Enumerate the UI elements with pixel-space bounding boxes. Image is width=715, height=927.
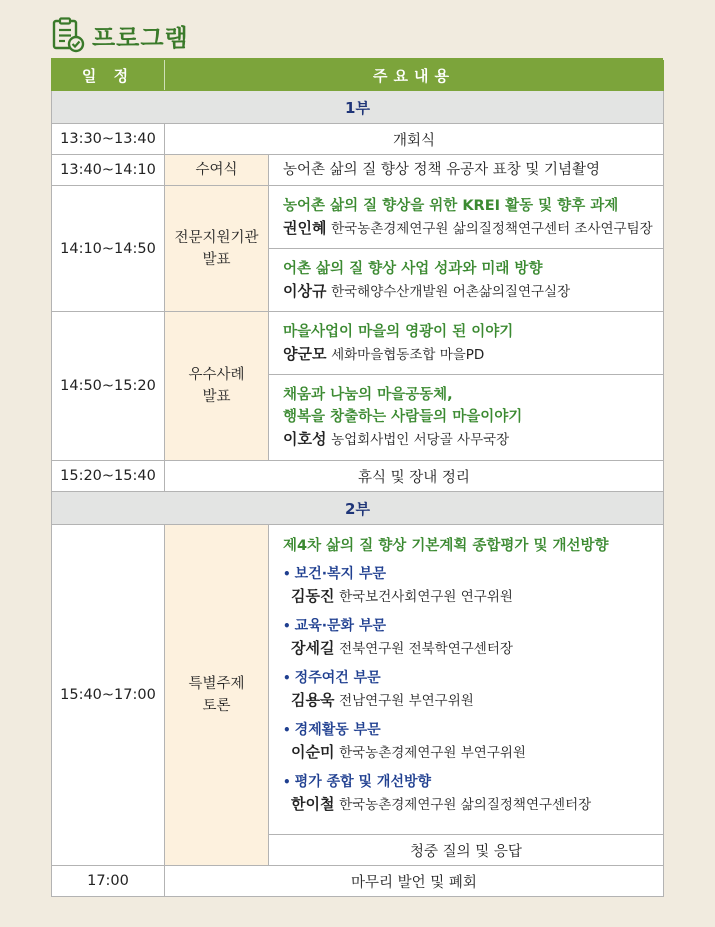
bullet-icon: • bbox=[283, 567, 291, 581]
column-header-content: 주요내용 bbox=[165, 61, 664, 91]
table-row-expert-1 bbox=[52, 186, 664, 249]
time-cell: 17:00 bbox=[52, 866, 165, 897]
time-cell: 13:40~14:10 bbox=[52, 155, 165, 186]
sector-item bbox=[283, 667, 649, 689]
speaker-name: 권인혜 bbox=[283, 218, 327, 237]
speaker-affiliation: 한국보건사회연구원 연구위원 bbox=[339, 589, 513, 605]
talk-title: 어촌 삶의 질 향상 사업 성과와 미래 방향 bbox=[283, 260, 543, 277]
speaker bbox=[283, 280, 649, 303]
part-label: 2부 bbox=[52, 492, 664, 525]
content-cell: 휴식 및 장내 정리 bbox=[165, 461, 664, 492]
program-header bbox=[50, 16, 189, 54]
speaker bbox=[283, 585, 649, 608]
talk-cell bbox=[269, 186, 664, 249]
clipboard-check-icon bbox=[50, 17, 86, 53]
talk-cell bbox=[269, 312, 664, 375]
speaker bbox=[283, 428, 649, 451]
category-line: 발표 bbox=[202, 251, 231, 268]
speaker-name: 양군모 bbox=[283, 344, 327, 363]
talk-title-line: 채움과 나눔의 마을공동체, bbox=[283, 387, 453, 403]
speaker-affiliation: 전북연구원 전북학연구센터장 bbox=[339, 641, 513, 657]
table-row-opening bbox=[52, 124, 664, 155]
table-row-best-1 bbox=[52, 312, 664, 375]
sector-label: 평가 종합 및 개선방향 bbox=[294, 774, 432, 790]
part-label: 1부 bbox=[52, 91, 664, 124]
speaker-affiliation: 한국농촌경제연구원 부연구위원 bbox=[339, 745, 526, 761]
content-cell: 개회식 bbox=[165, 124, 664, 155]
bullet-icon: • bbox=[283, 619, 291, 633]
award-text: 농어촌 삶의 질 향상 정책 유공자 표창 및 기념촬영 bbox=[283, 162, 601, 178]
part-row-2 bbox=[52, 492, 664, 525]
speaker bbox=[283, 741, 649, 764]
category-cell bbox=[165, 186, 269, 312]
speaker bbox=[283, 217, 653, 240]
talk-cell bbox=[269, 525, 664, 835]
category-cell bbox=[165, 525, 269, 866]
speaker-affiliation: 한국해양수산개발원 어촌삶의질연구실장 bbox=[331, 283, 571, 300]
speaker-affiliation: 세화마을협동조합 마을PD bbox=[331, 346, 485, 363]
table-header-row bbox=[52, 61, 664, 91]
talk-title: 제4차 삶의 질 향상 기본계획 종합평가 및 개선방향 bbox=[283, 538, 609, 554]
program-table bbox=[51, 60, 664, 897]
program-table-wrap bbox=[51, 60, 663, 897]
table-row-closing bbox=[52, 866, 664, 897]
table-row-special bbox=[52, 525, 664, 835]
speaker-affiliation: 한국농촌경제연구원 삶의질정책연구센터장 bbox=[339, 797, 592, 813]
content-cell: 마무리 발언 및 폐회 bbox=[165, 866, 664, 897]
speaker-name: 이상규 bbox=[283, 281, 327, 300]
qa-cell: 청중 질의 및 응답 bbox=[269, 835, 664, 866]
sector-item bbox=[283, 615, 649, 637]
talk-title-line: 행복을 창출하는 사람들의 마을이야기 bbox=[283, 409, 523, 425]
speaker bbox=[283, 637, 649, 660]
sector-item bbox=[283, 563, 649, 585]
table-row-award bbox=[52, 155, 664, 186]
speaker-affiliation: 전남연구원 부연구위원 bbox=[339, 693, 474, 709]
sector-label: 경제활동 부문 bbox=[294, 722, 381, 738]
talk-cell bbox=[269, 249, 664, 312]
category-line: 우수사례 bbox=[188, 367, 245, 383]
speaker bbox=[283, 793, 649, 816]
category-line: 특별주제 bbox=[188, 676, 245, 692]
time-cell: 13:30~13:40 bbox=[52, 124, 165, 155]
speaker-name: 김동진 bbox=[291, 587, 335, 605]
content-cell bbox=[269, 155, 664, 186]
speaker-name: 이호성 bbox=[283, 430, 327, 448]
bullet-icon: • bbox=[283, 671, 291, 685]
time-cell: 14:10~14:50 bbox=[52, 186, 165, 312]
talk-title: 마을사업이 마을의 영광이 된 이야기 bbox=[283, 323, 514, 340]
time-cell: 14:50~15:20 bbox=[52, 312, 165, 461]
category-line: 전문지원기관 bbox=[174, 229, 259, 246]
speaker-name: 장세길 bbox=[291, 639, 335, 657]
sector-label: 정주여건 부문 bbox=[294, 670, 381, 686]
sector-item bbox=[283, 719, 649, 741]
talk-title: 농어촌 삶의 질 향상을 위한 KREI 활동 및 향후 과제 bbox=[283, 197, 619, 214]
time-cell: 15:20~15:40 bbox=[52, 461, 165, 492]
table-row-break bbox=[52, 461, 664, 492]
category-line: 토론 bbox=[202, 698, 231, 714]
speaker-name: 이순미 bbox=[291, 743, 335, 761]
part-row-1 bbox=[52, 91, 664, 124]
talk-cell bbox=[269, 375, 664, 461]
speaker-affiliation: 농업회사법인 서당골 사무국장 bbox=[331, 432, 510, 448]
speaker-affiliation: 한국농촌경제연구원 삶의질정책연구센터 조사연구팀장 bbox=[331, 220, 653, 237]
speaker-name: 한이철 bbox=[291, 795, 335, 813]
bullet-icon: • bbox=[283, 723, 291, 737]
time-cell: 15:40~17:00 bbox=[52, 525, 165, 866]
category-cell: 수여식 bbox=[165, 155, 269, 186]
category-line: 발표 bbox=[202, 389, 231, 405]
speaker bbox=[283, 689, 649, 712]
page-title: 프로그램 bbox=[92, 23, 189, 52]
speaker bbox=[283, 343, 649, 366]
bullet-icon: • bbox=[283, 775, 291, 789]
sector-label: 보건·복지 부문 bbox=[294, 566, 387, 582]
speaker-name: 김용욱 bbox=[291, 691, 335, 709]
column-header-schedule: 일 정 bbox=[52, 61, 165, 91]
sector-item bbox=[283, 771, 649, 793]
category-cell bbox=[165, 312, 269, 461]
sector-label: 교육·문화 부문 bbox=[294, 618, 387, 634]
